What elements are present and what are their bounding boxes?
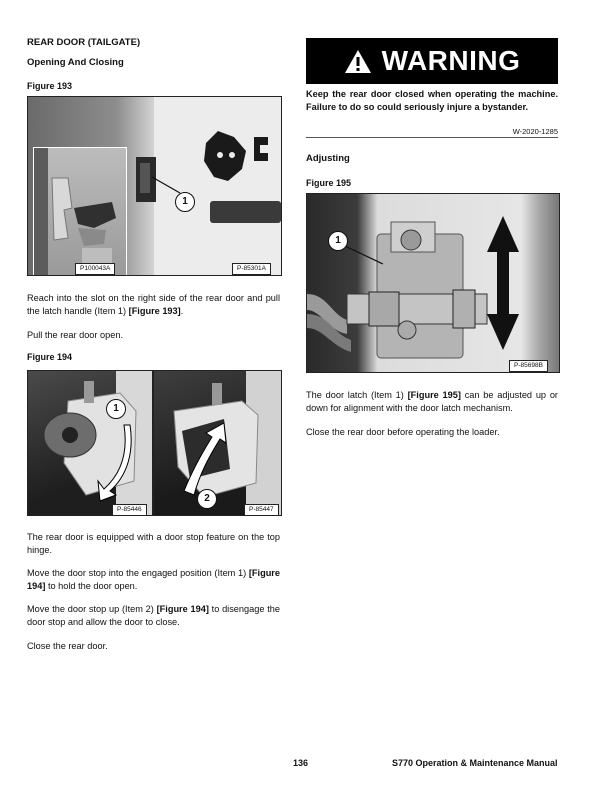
paragraph-disengage-door-stop (27, 603, 280, 629)
figure-195-tag: P-85698B (509, 360, 548, 372)
figure-194-right-photo (153, 370, 282, 516)
page-number: 136 (293, 758, 309, 768)
warning-title: WARNING (381, 45, 521, 76)
subsection-title-adjusting: Adjusting (306, 153, 350, 164)
figure-ref: [Figure 193] (128, 306, 181, 316)
figure-194-left-tag: P-85446 (112, 504, 147, 516)
warning-triangle-icon (344, 49, 372, 74)
figure-ref: [Figure 195] (407, 390, 461, 400)
text-end: to hold the door open. (45, 581, 138, 591)
figure-193-label: Figure 193 (27, 81, 73, 91)
text: The door latch (Item 1) (306, 390, 408, 400)
text-end: . (180, 306, 184, 316)
figure-195-callout: 1 (328, 231, 348, 251)
figure-194-right-tag: P-85447 (244, 504, 279, 516)
manual-title: S770 Operation & Maintenance Manual (392, 758, 558, 768)
paragraph-door-stop-feature: The rear door is equipped with a door stop feature on the top hinge. (27, 532, 280, 555)
up-down-arrow-icon (487, 216, 519, 350)
figure-193-inset (33, 147, 127, 276)
subsection-title-opening: Opening And Closing (27, 57, 124, 68)
warning-code: W-2020-1285 (512, 127, 558, 136)
paragraph-reach-into-slot (27, 292, 280, 318)
text: Reach into the slot on the right side of the rear door and pull the latch handle (Item 1) (27, 293, 280, 316)
text: Move the door stop into the engaged position (Item 1) (27, 568, 249, 578)
paragraph-close-door: Close the rear door. (27, 641, 108, 651)
warning-divider (306, 137, 558, 138)
figure-195-label: Figure 195 (306, 178, 352, 188)
figure-194-left-photo (27, 370, 153, 516)
section-title: REAR DOOR (TAILGATE) (27, 37, 141, 48)
figure-194-label: Figure 194 (27, 352, 73, 362)
figure-195-photo (306, 193, 560, 373)
figure-194-callout-2: 2 (197, 489, 217, 509)
figure-ref: [Figure 194] (27, 568, 280, 591)
figure-193-photo (27, 96, 282, 276)
figure-193-inset-tag: P100043A (75, 263, 115, 275)
paragraph-engage-door-stop (27, 567, 280, 593)
warning-banner (306, 38, 558, 84)
paragraph-latch-adjust (306, 389, 558, 415)
figure-ref: [Figure 194] (156, 604, 209, 614)
figure-193-callout: 1 (175, 192, 195, 212)
text-end: can be adjusted up or down for alignment with the door latch mechanism. (306, 390, 558, 413)
paragraph-close-before-operating: Close the rear door before operating the loader. (306, 427, 500, 437)
paragraph-pull-door: Pull the rear door open. (27, 330, 124, 340)
figure-193-tag: P-85301A (232, 263, 271, 275)
text: Move the door stop up (Item 2) (27, 604, 157, 614)
figure-194-callout-1: 1 (106, 399, 126, 419)
warning-body: Keep the rear door closed when operating the machine. Failure to do so could seriously injure a bystander. (306, 89, 558, 112)
text-end: to disengage the door stop and allow the door to close. (27, 604, 280, 627)
